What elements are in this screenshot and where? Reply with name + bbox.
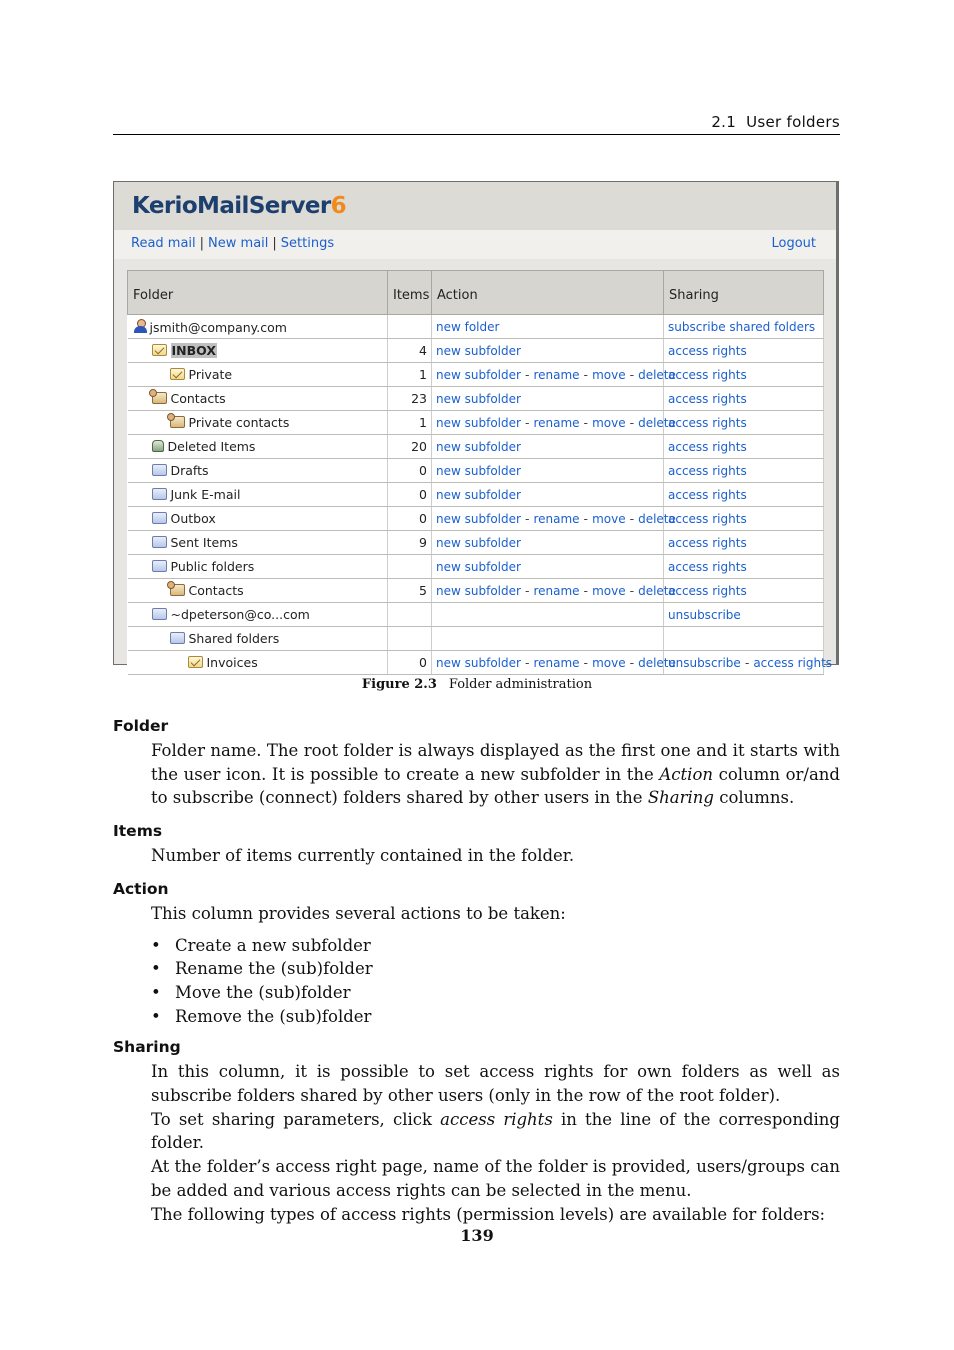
action-separator: -: [583, 367, 589, 382]
term-folder: Folder: [113, 717, 169, 735]
action-separator: -: [524, 583, 530, 598]
access-rights-link[interactable]: access rights: [753, 656, 833, 670]
access-rights-link[interactable]: access rights: [668, 368, 747, 382]
section-title: User folders: [746, 113, 840, 131]
contacts-folder-icon: [152, 392, 167, 404]
folder-name: Junk E-mail: [170, 487, 241, 502]
folder-icon: [152, 464, 167, 476]
access-rights-link[interactable]: access rights: [668, 536, 747, 550]
rename-link[interactable]: rename: [533, 656, 580, 670]
action-separator: -: [629, 511, 635, 526]
folder-icon: [152, 608, 167, 620]
item-count: 23: [388, 387, 432, 411]
new-folder-link[interactable]: new folder: [436, 320, 500, 334]
nav-bar: [114, 230, 836, 259]
running-header: [113, 113, 840, 135]
action-separator: -: [583, 583, 589, 598]
rename-link[interactable]: rename: [533, 416, 580, 430]
delete-link[interactable]: delete: [638, 368, 676, 382]
move-link[interactable]: move: [592, 416, 626, 430]
sharing-paragraph: In this column, it is possible to set access rights for own folders as well as subscribe folders shared by other users (only in the row of the root folder).: [151, 1062, 840, 1106]
term-action: Action: [113, 879, 169, 898]
delete-link[interactable]: delete: [638, 584, 676, 598]
folder-icon: [152, 560, 167, 572]
figure-caption-text: Folder administration: [448, 677, 593, 692]
figure-caption: [0, 677, 954, 692]
section-number: 2.1: [711, 113, 737, 131]
folder-icon: [152, 488, 167, 500]
access-rights-link[interactable]: access rights: [668, 584, 747, 598]
list-item: • Rename the (sub)folder: [151, 957, 840, 981]
item-count: 1: [388, 411, 432, 435]
access-rights-link[interactable]: access rights: [668, 488, 747, 502]
empty-action-cell: [432, 627, 664, 651]
item-count: 1: [388, 363, 432, 387]
action-separator: -: [629, 655, 635, 670]
move-link[interactable]: move: [592, 584, 626, 598]
action-separator: -: [524, 511, 530, 526]
term-items: Items: [113, 822, 163, 841]
access-rights-link[interactable]: access rights: [668, 464, 747, 478]
settings-link[interactable]: Settings: [280, 236, 335, 251]
body-text: [113, 715, 840, 1226]
move-link[interactable]: move: [592, 656, 626, 670]
item-count: 0: [388, 459, 432, 483]
delete-link[interactable]: delete: [638, 416, 676, 430]
nav-separator: |: [272, 236, 277, 251]
kerio-screenshot: [113, 181, 839, 670]
new-subfolder-link[interactable]: new subfolder: [436, 344, 521, 358]
column-header-items: Items: [388, 271, 432, 315]
desc-sharing: [151, 1060, 840, 1226]
action-separator: -: [524, 367, 530, 382]
action-separator: -: [744, 655, 750, 670]
access-rights-link[interactable]: access rights: [668, 416, 747, 430]
item-count: 4: [388, 339, 432, 363]
table-row: [128, 459, 824, 483]
table-row: [128, 483, 824, 507]
read-mail-link[interactable]: Read mail: [131, 236, 196, 251]
table-row: [128, 507, 824, 531]
table-row: [128, 555, 824, 579]
new-subfolder-link[interactable]: new subfolder: [436, 392, 521, 406]
folder-name: Outbox: [170, 511, 216, 526]
access-rights-link[interactable]: access rights: [668, 344, 747, 358]
column-header-action: Action: [432, 271, 664, 315]
action-separator: -: [583, 655, 589, 670]
new-subfolder-link[interactable]: new subfolder: [436, 368, 521, 382]
user-icon: [134, 319, 146, 333]
move-link[interactable]: move: [592, 512, 626, 526]
mail-folder-icon: [170, 368, 185, 380]
item-count: [388, 315, 432, 339]
folder-name: Contacts: [170, 391, 226, 406]
kerio-logo: KerioMailServer6: [132, 193, 347, 219]
page-number: 139: [460, 1226, 494, 1245]
mail-folder-icon: [188, 656, 203, 668]
folder-name: Drafts: [170, 463, 209, 478]
unsubscribe-link[interactable]: unsubscribe: [668, 656, 741, 670]
table-row: [128, 363, 824, 387]
list-item: • Move the (sub)folder: [151, 981, 840, 1005]
access-rights-link[interactable]: access rights: [668, 440, 747, 454]
column-header-sharing: Sharing: [664, 271, 824, 315]
folder-name: ~dpeterson@co...com: [170, 607, 310, 622]
nav-separator: |: [199, 236, 205, 251]
folder-icon: [152, 536, 167, 548]
item-count: [388, 603, 432, 627]
action-separator: -: [583, 415, 589, 430]
folder-name[interactable]: INBOX: [171, 343, 216, 358]
term-sharing: Sharing: [113, 1038, 181, 1057]
access-rights-link[interactable]: access rights: [668, 560, 747, 574]
table-row: [128, 651, 824, 675]
action-separator: -: [629, 415, 635, 430]
action-bullet-list: [151, 934, 840, 1029]
empty-sharing-cell: [664, 627, 824, 651]
folder-icon: [170, 632, 185, 644]
table-row: [128, 603, 824, 627]
folder-name: Shared folders: [188, 631, 280, 646]
empty-action-cell: [432, 603, 664, 627]
new-subfolder-link[interactable]: new subfolder: [436, 560, 521, 574]
action-separator: -: [524, 415, 530, 430]
item-count: 0: [388, 651, 432, 675]
table-row: [128, 315, 824, 339]
table-row: [128, 411, 824, 435]
rename-link[interactable]: rename: [533, 368, 580, 382]
subscribe-shared-link[interactable]: subscribe shared folders: [668, 320, 816, 334]
access-rights-link[interactable]: access rights: [668, 512, 747, 526]
table-header-row: [128, 271, 824, 315]
mail-folder-icon: [152, 344, 167, 356]
folder-name: Private contacts: [188, 415, 290, 430]
sharing-paragraph: At the folder’s access right page, name of the folder is provided, users/groups can be added and various access rights can be selected in the menu.: [151, 1157, 840, 1200]
table-row: [128, 339, 824, 363]
list-item: • Create a new subfolder: [151, 934, 840, 958]
new-subfolder-link[interactable]: new subfolder: [436, 488, 521, 502]
new-subfolder-link[interactable]: new subfolder: [436, 536, 521, 550]
folder-name: Deleted Items: [167, 439, 256, 454]
folder-icon: [152, 512, 167, 524]
rename-link[interactable]: rename: [533, 584, 580, 598]
table-row: [128, 387, 824, 411]
table-row: [128, 579, 824, 603]
contacts-folder-icon: [170, 416, 185, 428]
rename-link[interactable]: rename: [533, 512, 580, 526]
folder-name: jsmith@company.com: [149, 319, 287, 335]
folder-name: Contacts: [188, 583, 244, 598]
action-separator: -: [629, 367, 635, 382]
action-separator: -: [583, 511, 589, 526]
action-separator: -: [629, 583, 635, 598]
desc-folder: Folder name. The root folder is always displayed as the first one and it starts with the user icon. It is possible to create a new subfolder in the Action column or/and to subscribe (connect) folders shared by other users in the Sharing columns.: [151, 741, 840, 808]
new-subfolder-link[interactable]: new subfolder: [436, 656, 521, 670]
item-count: [388, 555, 432, 579]
sharing-paragraph: To set sharing parameters, click access rights in the line of the corresponding folder.: [151, 1109, 840, 1153]
item-count: 5: [388, 579, 432, 603]
access-rights-link[interactable]: access rights: [668, 392, 747, 406]
logout-link[interactable]: Logout: [771, 236, 816, 251]
delete-link[interactable]: delete: [638, 656, 676, 670]
brand-bar: [114, 182, 836, 230]
action-separator: -: [524, 655, 530, 670]
new-subfolder-link[interactable]: new subfolder: [436, 512, 521, 526]
column-header-folder: Folder: [128, 271, 388, 315]
folder-name: Invoices: [206, 655, 258, 670]
item-count: 9: [388, 531, 432, 555]
new-subfolder-link[interactable]: new subfolder: [436, 416, 521, 430]
folder-name: Public folders: [170, 559, 255, 574]
item-count: [388, 627, 432, 651]
folder-name: Private: [188, 367, 233, 382]
unsubscribe-link[interactable]: unsubscribe: [668, 608, 741, 622]
folder-name: Sent Items: [170, 535, 238, 550]
new-subfolder-link[interactable]: new subfolder: [436, 440, 521, 454]
table-row: [128, 531, 824, 555]
new-mail-link[interactable]: New mail: [208, 236, 269, 251]
new-subfolder-link[interactable]: new subfolder: [436, 464, 521, 478]
table-row: [128, 435, 824, 459]
sharing-paragraph: The following types of access rights (permission levels) are available for folders:: [151, 1204, 826, 1224]
figure-label: Figure 2.3: [361, 677, 437, 692]
delete-link[interactable]: delete: [638, 512, 676, 526]
item-count: 0: [388, 507, 432, 531]
desc-items: Number of items currently contained in the folder.: [151, 846, 575, 866]
trash-icon: [152, 440, 164, 452]
move-link[interactable]: move: [592, 368, 626, 382]
item-count: 0: [388, 483, 432, 507]
table-row: [128, 627, 824, 651]
list-item: • Remove the (sub)folder: [151, 1005, 840, 1029]
desc-action: This column provides several actions to be taken:: [151, 903, 566, 923]
folder-table: [127, 270, 833, 675]
item-count: 20: [388, 435, 432, 459]
new-subfolder-link[interactable]: new subfolder: [436, 584, 521, 598]
contacts-folder-icon: [170, 584, 185, 596]
